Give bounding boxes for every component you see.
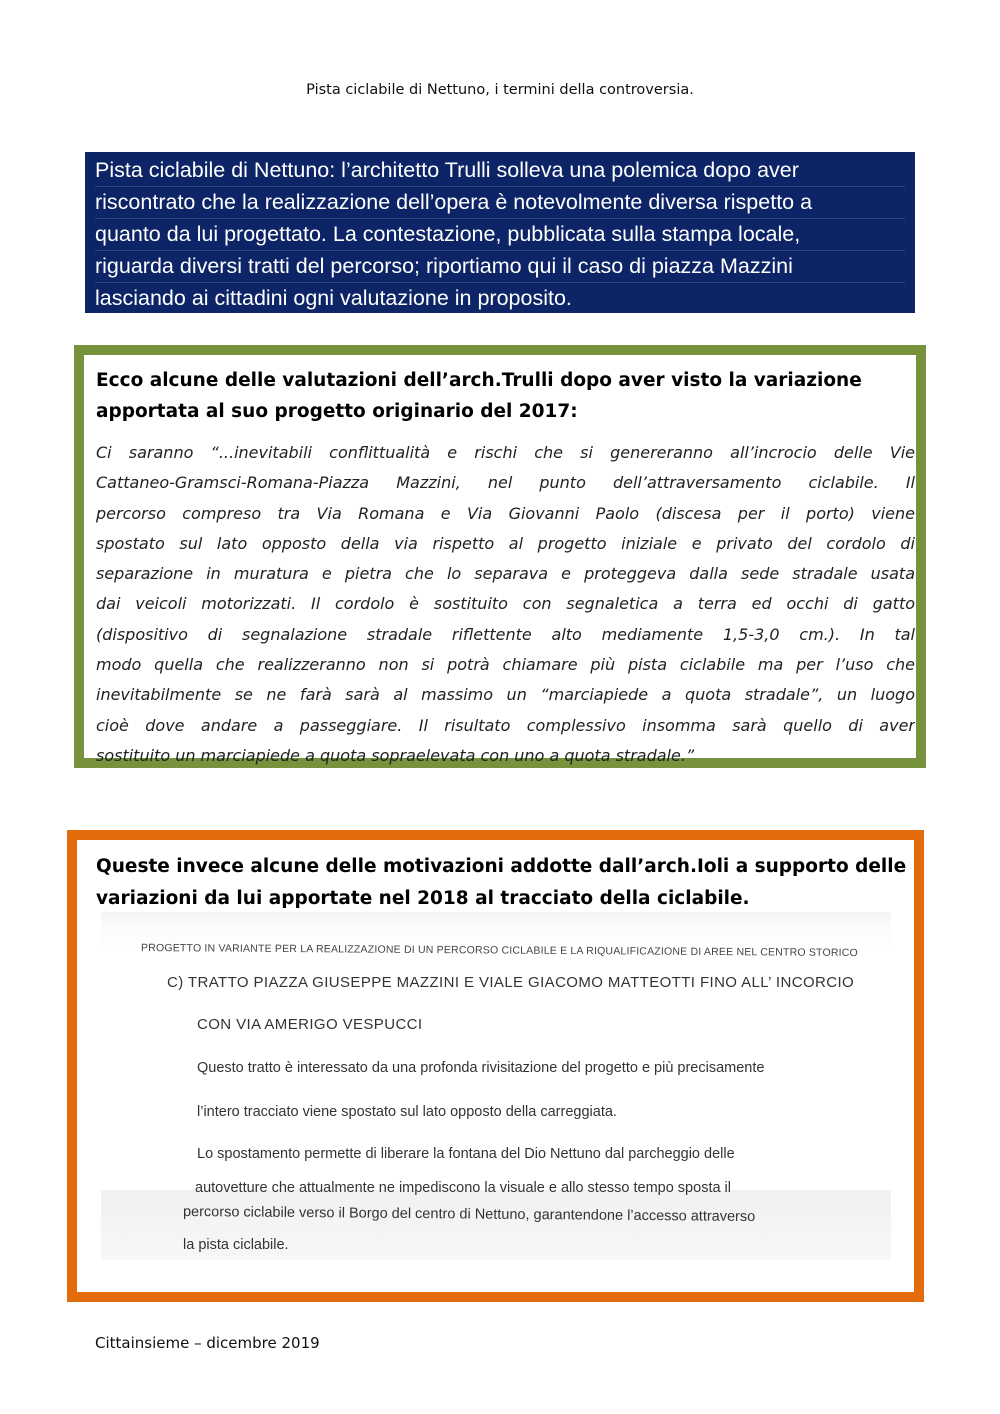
trulli-title-line: apportata al suo progetto originario del 2017: (96, 401, 578, 422)
quote-line: cioè dove andare a passeggiare. Il risultato complessivo insomma sarà quello di aver (96, 715, 915, 735)
trulli-box (74, 345, 926, 768)
scan-paragraph-line: Questo tratto è interessato da una profonda rivisitazione del progetto e più precisamente (197, 1060, 765, 1076)
quote-line: (dispositivo di segnalazione stradale riflettente alto mediamente 1,5-3,0 cm.). In tal (96, 624, 915, 644)
intro-line: riguarda diversi tratti del percorso; riportiamo qui il caso di piazza Mazzini (95, 251, 905, 283)
quote-line: inevitabilmente se ne farà sarà al massimo un “marciapiede a quota stradale”, un luogo (96, 685, 915, 705)
trulli-quote (96, 438, 915, 771)
trulli-title (96, 365, 916, 427)
scan-paragraph-line: l’intero tracciato viene spostato sul lato opposto della carreggiata. (197, 1104, 617, 1120)
intro-line: lasciando ai cittadini ogni valutazione in proposito. (95, 286, 572, 310)
scan-section-title: C) TRATTO PIAZZA GIUSEPPE MAZZINI E VIALE GIACOMO MATTEOTTI FINO ALL’ INCORCIO (167, 974, 855, 991)
scan-section-title: CON VIA AMERIGO VESPUCCI (197, 1016, 423, 1033)
intro-line: quanto da lui progettato. La contestazione, pubblicata sulla stampa locale, (95, 219, 905, 251)
scanned-document-excerpt (101, 912, 891, 1267)
quote-line: percorso compreso tra Via Romana e Via Giovanni Paolo (discesa per il porto) viene (96, 503, 915, 523)
scan-paragraph-line: Lo spostamento permette di liberare la fontana del Dio Nettuno dal parcheggio delle (197, 1146, 735, 1162)
ioli-title-line: Queste invece alcune delle motivazioni addotte dall’arch.Ioli a supporto delle (96, 856, 907, 877)
scan-paragraph-line: autovetture che attualmente ne impediscono la visuale e allo stesso tempo sposta il (195, 1180, 732, 1196)
quote-line: sostituito un marciapiede a quota sopraelevata con uno a quota stradale.” (96, 745, 695, 765)
quote-line: dai veicoli motorizzati. Il cordolo è sostituito con segnaletica a terra ed occhi di gatto (96, 594, 915, 614)
intro-box (85, 152, 915, 313)
intro-line: riscontrato che la realizzazione dell’opera è notevolmente diversa rispetto a (95, 187, 905, 219)
quote-line: Cattaneo-Gramsci-Romana-Piazza Mazzini, nel punto dell’attraversamento ciclabile. Il (96, 473, 915, 493)
ioli-box (67, 830, 924, 1302)
scan-paragraph-line: percorso ciclabile verso il Borgo del centro di Nettuno, garantendone l’accesso attraverso (182, 1204, 756, 1225)
quote-line: separazione in muratura e pietra che lo separava e proteggeva dalla sede stradale usata (96, 564, 915, 584)
quote-line: Ci saranno “...inevitabili conflittualità e rischi che si genereranno all’incrocio delle Vie (96, 443, 915, 462)
intro-line: Pista ciclabile di Nettuno: l’architetto Trulli solleva una polemica dopo aver (95, 155, 905, 187)
footer: Cittainsieme – dicembre 2019 (95, 1334, 320, 1352)
ioli-title-line: variazioni da lui apportate nel 2018 al tracciato della ciclabile. (96, 888, 750, 909)
page-header: Pista ciclabile di Nettuno, i termini della controversia. (306, 82, 694, 98)
trulli-title-line: Ecco alcune delle valutazioni dell’arch.Trulli dopo aver visto la variazione (96, 370, 862, 391)
quote-line: spostato sul lato opposto della via rispetto al progetto iniziale e privato del cordolo di (96, 533, 915, 553)
scan-header: PROGETTO IN VARIANTE PER LA REALIZZAZIONE DI UN PERCORSO CICLABILE E LA RIQUALIFICAZIONE DI AREE NEL CENTRO STORICO (140, 942, 858, 960)
ioli-title (96, 851, 916, 915)
quote-line: modo quella che realizzeranno non si potrà chiamare più pista ciclabile ma per l’uso che (96, 655, 915, 675)
scan-paragraph-line: la pista ciclabile. (183, 1237, 289, 1253)
